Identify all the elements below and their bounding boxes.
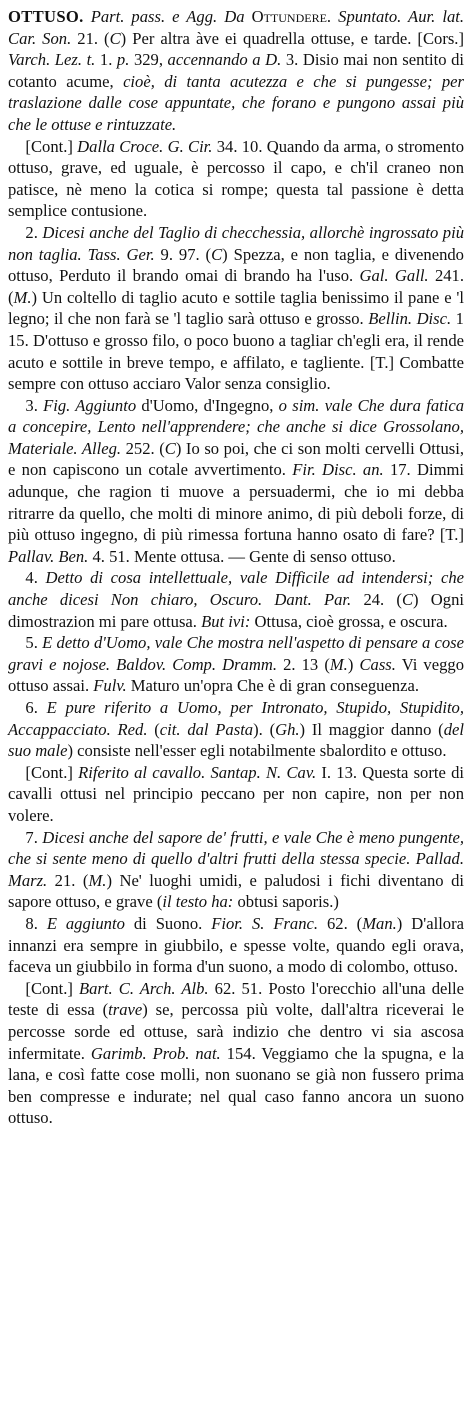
text-segment: 1. [95, 50, 117, 70]
italic-segment: Fir. Disc. an. [292, 460, 384, 480]
italic-segment: Garimb. Prob. nat. [90, 1043, 221, 1063]
paragraph-def-6 [8, 697, 464, 762]
text-segment: ( [147, 719, 160, 739]
text-segment: 8. [25, 913, 47, 933]
paragraph-def-2 [8, 222, 464, 395]
text-segment: [Cont.] [25, 136, 78, 156]
paragraph-def-8 [8, 913, 464, 978]
headword: OTTUSO. [8, 7, 84, 26]
text-segment: ) Spezza, e non taglia, e divenendo ottuso, Perduto il brando omai di brando ha l'uso. [8, 244, 464, 286]
italic-segment: M. [329, 654, 348, 674]
text-segment: 34. 10. Quando da arma, o stromento ottuso, grave, ed uguale, è percosso il capo, e ch'il craneo non patisce, nè meno la cotica si rompe; questa tal passione è detta semplice contusione. [8, 136, 465, 221]
text-segment: ) Ne' luoghi umidi, e paludosi i fichi diventano di sapore ottuso, e grave ( [8, 870, 464, 912]
text-segment: ). ( [253, 719, 276, 739]
italic-segment: Dalla Croce. G. Cir. [77, 136, 213, 156]
text-segment: ) [347, 654, 360, 674]
text-segment: ) Un coltello di taglio acuto e sottile taglia benissimo il pane e 'l legno; il che non farà se 'l taglio sarà ottuso e grosso. [8, 287, 464, 329]
italic-segment: Pallav. Ben. [8, 546, 89, 566]
italic-segment: C [164, 438, 176, 458]
dictionary-entry-ottuso [8, 6, 464, 1129]
paragraph-def-6-cont [8, 762, 464, 827]
paragraph-def-3 [8, 395, 464, 568]
text-segment: 9. 97. ( [154, 244, 212, 264]
text-segment: 24. ( [351, 590, 402, 610]
italic-segment: E pure riferito a Uomo, per Intronato, Stupido, Stupidito, Accappacciato. Red. [8, 698, 465, 739]
text-segment: [Cont.] [25, 762, 79, 782]
text-segment: 3. Disio mai non sentito di cotanto acume, [8, 50, 464, 91]
italic-segment: p. [116, 50, 130, 70]
text-segment: 62. 51. Posto l'orecchio all'una delle teste di essa ( [8, 978, 464, 1020]
italic-segment: Cass. [359, 654, 396, 674]
text-segment: 2. [25, 222, 43, 242]
text-segment: obtusi saporis.) [233, 892, 339, 912]
text-segment: 5. [25, 633, 43, 653]
italic-segment: cioè, di tanta acutezza e che si pungesse; per traslazione dalle cose appuntate, che forano e pungono assai più che le ottuse e rintuzzate. [8, 71, 465, 134]
italic-segment: C [401, 590, 414, 610]
italic-segment: il testo ha: [162, 892, 234, 912]
text-segment: ) se, percossa più volte, dall'altra riceverai le percosse sorde ed ottuse, sarà indizio che dentro vi sia ascosa infermitate. [8, 1000, 464, 1063]
text-segment: 241. ( [8, 266, 464, 307]
text-segment: 6. [25, 698, 47, 717]
italic-segment: Dicesi anche del sapore de' frutti, e vale Che è meno pungente, che si sente meno di quello d'altri frutti della stessa specie. Pallad. Marz. [8, 827, 464, 890]
italic-segment: cit. dal Pasta [159, 719, 254, 739]
italic-segment: But ivi: [201, 611, 251, 631]
italic-segment: Gh. [275, 719, 300, 739]
text-segment: I. 13. Questa sorte di cavalli ottusi nel principio peccano per non capire, non per non volere. [8, 762, 465, 825]
cross-reference: Ottundere. [251, 7, 332, 26]
italic-segment: Spuntato. Aur. lat. Car. Son. [8, 7, 464, 48]
paragraph-def-0-cont [8, 136, 464, 222]
paragraph-def-5 [8, 632, 464, 697]
italic-segment: Fulv. [93, 676, 127, 696]
italic-segment: C [211, 244, 223, 264]
italic-segment: Gal. Gall. [359, 266, 429, 286]
text-segment: 62. ( [318, 913, 363, 933]
italic-segment: trave [108, 1000, 143, 1020]
italic-segment: M. [88, 870, 107, 890]
text-segment: ) Io so poi, che ci son molti cervelli Ottusi, e non capiscono un cotale avvertimento. [8, 438, 464, 480]
italic-segment: accennando a D. [167, 50, 282, 70]
text-segment: 21. ( [71, 28, 110, 48]
text-segment: Ottusa, cioè grossa, e oscura. [250, 611, 448, 631]
text-segment: 252. ( [121, 438, 165, 458]
text-segment: 21. ( [47, 870, 89, 890]
text-segment: d'Uomo, d'Ingegno, [136, 395, 279, 415]
italic-segment: Man. [362, 913, 397, 933]
paragraph-def-4 [8, 567, 464, 632]
text-segment: 7. [25, 827, 43, 847]
text-segment: ) Per altra àve ei quadrella ottuse, e tarde. [Cors.] [120, 28, 464, 48]
text-segment: ) Il maggior danno ( [299, 719, 444, 739]
text-segment: ) consiste nell'esser egli notabilmente sbalordito e ottuso. [67, 741, 447, 761]
text-segment: 17. Dimmi adunque, che ragion ti muove a persuadermi, che io mi debba ritrarre da quello, che molti di minore animo, di più deboli forze, di più ottuso ingegno, di più rimessa fortuna hanno osato di fare? [T.] [8, 460, 464, 545]
text-segment: 329, [129, 50, 168, 70]
italic-segment: E detto d'Uomo, vale Che mostra nell'aspetto di pensare a cose gravi e nojose. Baldov. Comp. Dramm. [8, 633, 464, 674]
italic-segment: Detto di cosa intellettuale, vale Difficile ad intendersi; che anche dicesi Non chiaro, Oscuro. Dant. Par. [8, 568, 465, 610]
italic-segment: del suo male [8, 719, 464, 761]
text-segment: Vi veggo ottuso assai. [8, 654, 464, 696]
text-segment: Maturo un'opra Che è di gran conseguenza. [126, 676, 419, 696]
text-segment: [Cont.] [25, 978, 79, 998]
paragraph-def-7 [8, 827, 464, 913]
italic-segment: E aggiunto [46, 913, 125, 933]
text-segment [84, 7, 91, 26]
text-segment: ) D'allora innanzi era sempre in giubbilo, e spesse volte, quando egli orava, faceva un giubbilo in forma d'un suono, a modo di colombo, ottuso. [8, 913, 464, 977]
paragraph-def-8-cont [8, 978, 464, 1129]
italic-segment: o sim. vale Che dura fatica a concepire, Lento nell'apprendere; che anche si dice Grossolano, Materiale. Alleg. [8, 395, 464, 458]
text-segment: 3. [25, 395, 44, 415]
italic-segment: M. [13, 287, 32, 307]
italic-segment: Dicesi anche del Taglio di checchessia, allorchè ingrossato più non taglia. Tass. Ger. [8, 222, 465, 264]
italic-segment: Fior. S. Franc. [211, 913, 319, 933]
italic-segment: Varch. Lez. t. [8, 50, 96, 70]
italic-segment: C [109, 28, 121, 48]
text-segment: 4. [25, 568, 46, 588]
italic-segment: Fig. Aggiunto [43, 395, 137, 415]
italic-segment: Part. pass. e Agg. Da [90, 7, 252, 26]
italic-segment: Riferito al cavallo. Santap. N. Cav. [78, 762, 317, 782]
italic-segment: Bellin. Disc. [368, 309, 452, 329]
text-segment: 4. 51. Mente ottusa. — Gente di senso ottuso. [88, 546, 396, 566]
italic-segment: Bart. C. Arch. Alb. [79, 978, 209, 998]
paragraph-def-0 [8, 6, 464, 136]
text-segment: ) Ogni dimostrazion mi pare ottusa. [8, 590, 464, 631]
text-segment: di Suono. [124, 913, 212, 933]
text-segment: 154. Veggiamo che la spugna, e la lana, e così fatte cose molli, non suonano se già non fussero prima ben compresse e indurate; nel qual caso fanno ancora un suono ottuso. [8, 1043, 465, 1128]
text-segment: 1 15. D'ottuso e grosso filo, o poco buono a tagliar ch'egli era, il rende acuto e sottile in breve tempo, e affilato, e tagliente. [T.] Combatte sempre con ottuso acciaro Valor senza consiglio. [8, 309, 464, 394]
text-segment: 2. 13 ( [276, 654, 330, 674]
